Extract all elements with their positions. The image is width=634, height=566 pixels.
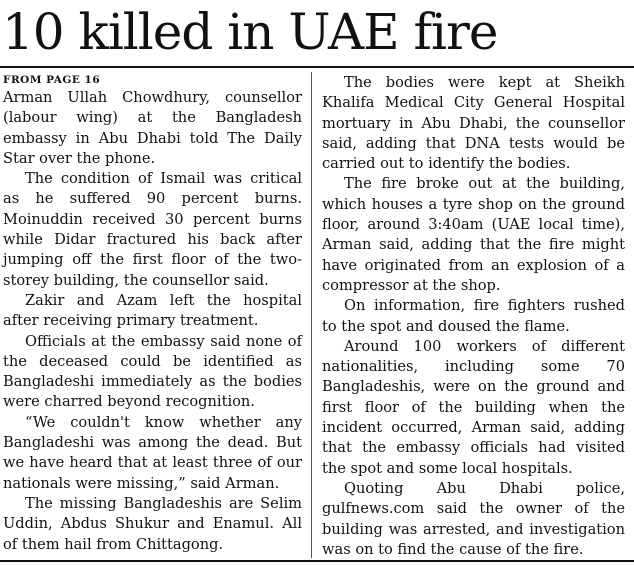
- headline-rule: [0, 66, 634, 68]
- paragraph: Around 100 workers of different nationalities, including some 70 Bangladeshis, were on the ground and first floor of the building when the incident occurred, Arman said, adding that the embassy officials had visited the spot and some local hospitals.: [322, 337, 625, 477]
- paragraph: The fire broke out at the building, which houses a tyre shop on the ground floor, around 3:40am (UAE local time), Arman said, adding that the fire might have originated from an explosion of a compressor at the shop.: [322, 175, 625, 294]
- paragraph: Officials at the embassy said none of the deceased could be identified as Bangladeshi immediately as the bodies were charred beyond recognition.: [3, 332, 302, 411]
- column-divider: [311, 72, 312, 558]
- bottom-rule: [0, 560, 634, 562]
- paragraph: Arman Ullah Chowdhury, counsellor (labour wing) at the Bangladesh embassy in Abu Dhabi told The Daily Star over the phone.: [3, 89, 302, 167]
- headline: 10 killed in UAE fire: [2, 3, 498, 61]
- paragraph: The bodies were kept at Sheikh Khalifa Medical City General Hospital mortuary in Abu Dhabi, the counsellor said, adding that DNA tests would be carried out to identify the bodies.: [322, 74, 625, 173]
- article-column-right: [322, 73, 625, 560]
- paragraph: “We couldn't know whether any Bangladeshi was among the dead. But we have heard that at least three of our nationals were missing,” said Arman.: [3, 413, 302, 492]
- jump-label: FROM PAGE 16: [3, 74, 101, 86]
- paragraph: The missing Bangladeshis are Selim Uddin, Abdus Shukur and Enamul. All of them hail from Chittagong.: [3, 494, 302, 553]
- paragraph: On information, fire fighters rushed to the spot and doused the flame.: [322, 297, 625, 335]
- paragraph: The condition of Ismail was critical as he suffered 90 percent burns. Moinuddin received 30 percent burns while Didar fractured his back after jumping off the first floor of the twostorey building, the counsellor said.: [3, 170, 302, 289]
- paragraph: Quoting Abu Dhabi police, gulfnews.com said the owner of the building was arrested, and investigation was on to find the cause of the fire.: [322, 479, 625, 558]
- article-column-left: [3, 72, 302, 555]
- paragraph: Zakir and Azam left the hospital after receiving primary treatment.: [3, 291, 302, 330]
